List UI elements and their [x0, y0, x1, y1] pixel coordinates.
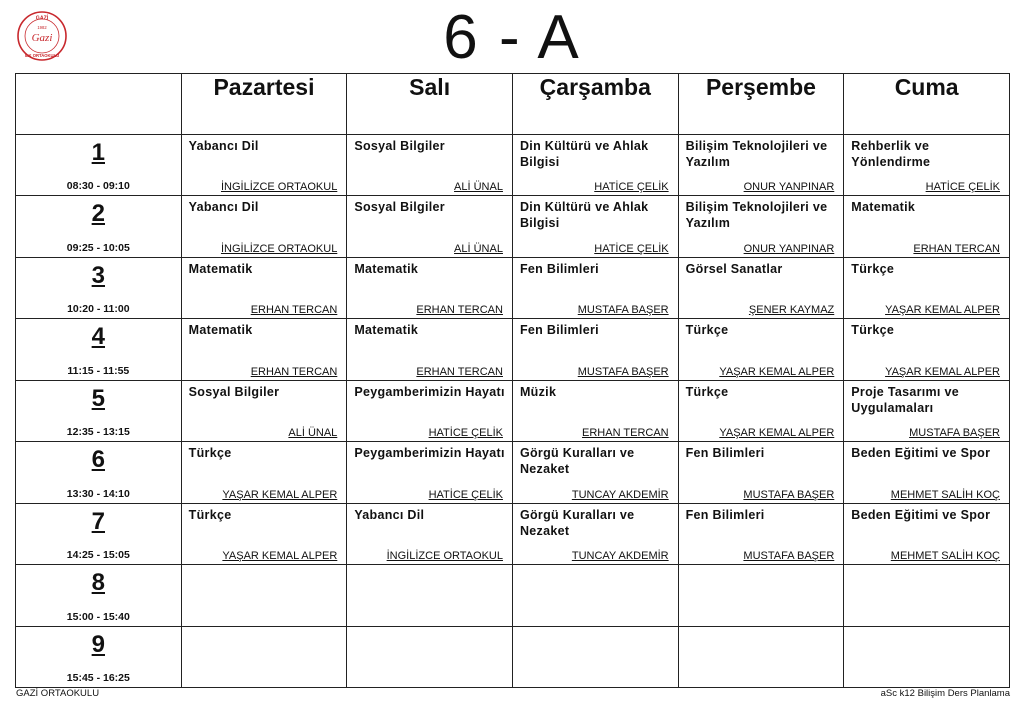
lesson-teacher: HATİCE ÇELİK — [428, 488, 503, 501]
lesson-teacher: ONUR YANPINAR — [743, 181, 835, 194]
lesson-subject: Peygamberimizin Hayatı — [354, 384, 505, 399]
period-time: 15:00 - 15:40 — [66, 610, 130, 623]
lesson-subject: Rehberlik ve Yönlendirme — [851, 139, 931, 169]
period-time: 11:15 - 11:55 — [67, 364, 130, 377]
lesson-subject: Fen Bilimleri — [685, 446, 765, 461]
lesson-teacher: MEHMET SALİH KOÇ — [890, 550, 1000, 563]
lesson-cell — [844, 442, 1010, 503]
lesson-cell — [181, 196, 347, 257]
period-time: 09:25 - 10:05 — [66, 241, 130, 254]
lesson-cell — [844, 565, 1010, 626]
lesson-teacher: TUNCAY AKDEMİR — [571, 488, 669, 501]
lesson-cell — [347, 565, 513, 626]
lesson-subject: Türkçe — [851, 323, 895, 338]
day-header-wednesday: Çarşamba — [512, 74, 678, 135]
lesson-cell — [512, 257, 678, 318]
period-row — [16, 257, 1010, 318]
lesson-cell — [678, 257, 844, 318]
period-number: 4 — [91, 323, 105, 351]
period-row — [16, 503, 1010, 564]
lesson-cell — [512, 503, 678, 564]
lesson-cell — [347, 503, 513, 564]
lesson-subject: Matematik — [354, 323, 419, 338]
lesson-teacher: ALİ ÜNAL — [454, 242, 503, 255]
period-row — [16, 319, 1010, 380]
period-cell — [16, 196, 182, 257]
lesson-cell — [678, 380, 844, 441]
lesson-subject: Fen Bilimleri — [685, 507, 765, 522]
corner-cell — [16, 74, 182, 135]
logo-bottom-text: İLK ORTAOKULU — [24, 53, 60, 58]
lesson-cell — [844, 626, 1010, 688]
period-cell — [16, 257, 182, 318]
lesson-teacher: MUSTAFA BAŞER — [909, 427, 1000, 440]
lesson-subject: Yabancı Dil — [354, 507, 425, 522]
lesson-cell — [678, 503, 844, 564]
lesson-cell — [181, 380, 347, 441]
lesson-subject: Görgü Kuralları ve Nezaket — [519, 507, 635, 538]
lesson-subject: Fen Bilimleri — [519, 261, 599, 276]
lesson-subject: Türkçe — [851, 261, 895, 276]
lesson-subject: Görsel Sanatlar — [685, 261, 783, 276]
lesson-cell — [347, 380, 513, 441]
lesson-teacher: HATİCE ÇELİK — [594, 242, 669, 255]
lesson-teacher: İNGİLİZCE ORTAOKUL — [220, 242, 338, 255]
lesson-subject: Sosyal Bilgiler — [354, 139, 445, 153]
lesson-cell — [678, 319, 844, 380]
lesson-subject: Din Kültürü ve Ahlak Bilgisi — [519, 200, 649, 231]
lesson-teacher: İNGİLİZCE ORTAOKUL — [386, 550, 503, 563]
lesson-teacher: ERHAN TERCAN — [250, 304, 338, 317]
lesson-cell — [678, 565, 844, 626]
lesson-cell — [512, 442, 678, 503]
lesson-subject: Fen Bilimleri — [519, 323, 599, 338]
lesson-teacher: HATİCE ÇELİK — [925, 181, 1000, 194]
lesson-cell — [347, 442, 513, 503]
lesson-subject: Proje Tasarımı ve Uygulamaları — [851, 384, 959, 415]
period-time: 13:30 - 14:10 — [66, 487, 130, 500]
lesson-cell — [181, 626, 347, 688]
period-time: 08:30 - 09:10 — [66, 180, 130, 193]
period-time: 15:45 - 16:25 — [66, 672, 130, 684]
lesson-cell — [347, 135, 513, 196]
lesson-subject: Yabancı Dil — [188, 200, 259, 215]
lesson-teacher: TUNCAY AKDEMİR — [571, 550, 669, 563]
lesson-cell — [181, 565, 347, 626]
day-header-tuesday: Salı — [347, 74, 513, 135]
lesson-teacher: ERHAN TERCAN — [582, 427, 669, 440]
lesson-teacher: ONUR YANPINAR — [743, 242, 835, 255]
lesson-teacher: ERHAN TERCAN — [250, 365, 338, 378]
lesson-teacher: YAŞAR KEMAL ALPER — [885, 304, 1000, 317]
period-cell — [16, 626, 182, 688]
period-row — [16, 442, 1010, 503]
period-number: 5 — [91, 384, 105, 412]
period-number: 6 — [91, 446, 105, 474]
day-header-row — [16, 74, 1010, 135]
period-number: 2 — [91, 200, 105, 228]
lesson-subject: Beden Eğitimi ve Spor — [851, 507, 991, 522]
period-number: 9 — [91, 630, 105, 658]
period-cell — [16, 380, 182, 441]
lesson-teacher: ERHAN TERCAN — [416, 365, 503, 378]
period-cell — [16, 442, 182, 503]
period-time: 10:20 - 11:00 — [67, 303, 130, 316]
lesson-cell — [512, 626, 678, 688]
lesson-cell — [678, 196, 844, 257]
lesson-cell — [512, 565, 678, 626]
lesson-teacher: YAŞAR KEMAL ALPER — [719, 427, 835, 440]
lesson-subject: Matematik — [188, 261, 253, 276]
lesson-cell — [678, 626, 844, 688]
lesson-subject: Türkçe — [685, 323, 729, 338]
lesson-cell — [844, 380, 1010, 441]
lesson-subject: Bilişim Teknolojileri ve Yazılım — [685, 139, 828, 169]
lesson-subject: Türkçe — [188, 507, 232, 522]
lesson-cell — [181, 503, 347, 564]
lesson-teacher: HATİCE ÇELİK — [594, 181, 669, 194]
period-row — [16, 380, 1010, 441]
lesson-cell — [844, 257, 1010, 318]
lesson-cell — [512, 135, 678, 196]
lesson-subject: Bilişim Teknolojileri ve Yazılım — [685, 200, 828, 231]
lesson-cell — [181, 442, 347, 503]
period-number: 7 — [91, 507, 105, 535]
lesson-teacher: MUSTAFA BAŞER — [743, 488, 835, 501]
lesson-cell — [347, 319, 513, 380]
lesson-subject: Türkçe — [685, 384, 729, 399]
lesson-cell — [347, 196, 513, 257]
lesson-cell — [844, 196, 1010, 257]
logo-year-text: 1982 — [37, 25, 47, 30]
lesson-subject: Din Kültürü ve Ahlak Bilgisi — [519, 139, 649, 169]
lesson-subject: Sosyal Bilgiler — [354, 200, 445, 215]
lesson-teacher: MEHMET SALİH KOÇ — [890, 488, 1000, 501]
lesson-teacher: YAŞAR KEMAL ALPER — [719, 365, 835, 378]
timetable — [15, 73, 1010, 688]
period-cell — [16, 319, 182, 380]
lesson-cell — [181, 257, 347, 318]
lesson-subject: Yabancı Dil — [188, 139, 259, 153]
logo-top-text: GAZİ — [35, 15, 49, 22]
period-cell — [16, 135, 182, 196]
lesson-subject: Matematik — [354, 261, 419, 276]
lesson-cell — [678, 135, 844, 196]
lesson-subject: Türkçe — [188, 446, 232, 461]
lesson-teacher: YAŞAR KEMAL ALPER — [222, 488, 338, 501]
lesson-cell — [844, 503, 1010, 564]
day-header-thursday: Perşembe — [678, 74, 844, 135]
class-title: 6 - A — [443, 3, 581, 72]
lesson-cell — [512, 380, 678, 441]
lesson-cell — [844, 135, 1010, 196]
lesson-teacher: ALİ ÜNAL — [288, 427, 338, 440]
lesson-cell — [678, 442, 844, 503]
period-cell — [16, 503, 182, 564]
logo-script-text: Gazi — [31, 32, 53, 44]
lesson-cell — [512, 319, 678, 380]
day-header-friday: Cuma — [844, 74, 1010, 135]
lesson-teacher: ŞENER KAYMAZ — [748, 304, 835, 317]
lesson-teacher: ERHAN TERCAN — [416, 304, 503, 317]
lesson-subject: Peygamberimizin Hayatı — [354, 446, 505, 461]
period-time: 14:25 - 15:05 — [66, 549, 130, 562]
period-number: 1 — [91, 139, 105, 166]
lesson-subject: Beden Eğitimi ve Spor — [851, 446, 991, 461]
lesson-subject: Sosyal Bilgiler — [188, 384, 280, 399]
lesson-teacher: MUSTAFA BAŞER — [577, 365, 669, 378]
lesson-subject: Matematik — [851, 200, 916, 215]
period-time: 12:35 - 13:15 — [66, 426, 130, 439]
period-number: 3 — [91, 261, 105, 289]
period-number: 8 — [91, 569, 105, 597]
period-row — [16, 565, 1010, 626]
lesson-cell — [347, 626, 513, 688]
footer-school-name: GAZİ ORTAOKULU — [16, 688, 100, 699]
lesson-subject: Müzik — [519, 384, 557, 399]
lesson-teacher: MUSTAFA BAŞER — [743, 550, 835, 563]
lesson-teacher: ERHAN TERCAN — [913, 242, 1000, 255]
lesson-cell — [181, 135, 347, 196]
lesson-cell — [512, 196, 678, 257]
day-header-monday: Pazartesi — [181, 74, 347, 135]
lesson-teacher: İNGİLİZCE ORTAOKUL — [220, 181, 338, 194]
period-cell — [16, 565, 182, 626]
lesson-teacher: YAŞAR KEMAL ALPER — [885, 365, 1000, 378]
lesson-teacher: HATİCE ÇELİK — [428, 427, 503, 440]
lesson-teacher: MUSTAFA BAŞER — [577, 304, 669, 317]
lesson-subject: Görgü Kuralları ve Nezaket — [519, 446, 635, 477]
lesson-teacher: YAŞAR KEMAL ALPER — [222, 550, 338, 563]
lesson-cell — [181, 319, 347, 380]
lesson-cell — [347, 257, 513, 318]
period-row — [16, 135, 1010, 196]
period-row — [16, 626, 1010, 688]
lesson-teacher: ALİ ÜNAL — [454, 181, 503, 194]
footer-software: aSc k12 Bilişim Ders Planlama — [880, 688, 1010, 699]
period-row — [16, 196, 1010, 257]
lesson-cell — [844, 319, 1010, 380]
lesson-subject: Matematik — [188, 323, 253, 338]
